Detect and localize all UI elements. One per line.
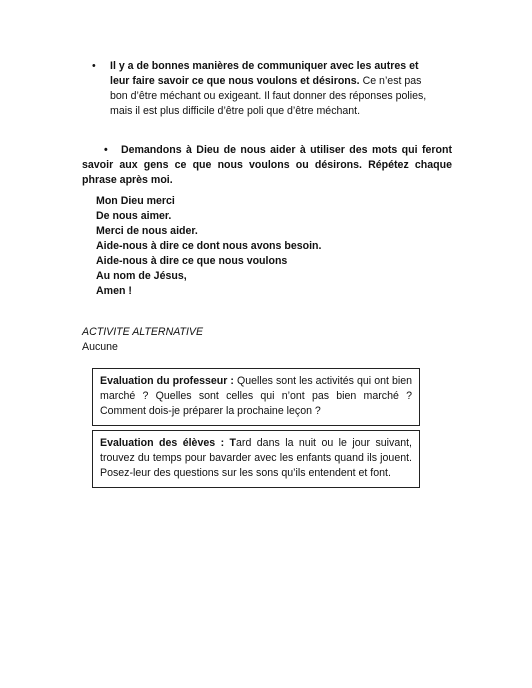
alternative-activity-title: ACTIVITE ALTERNATIVE [82,326,204,338]
paragraph-communication-bold: Il y a de bonnes manières de communiquer avec les autres et leur faire savoir ce que nous voulons et désirons. [110,60,419,87]
bullet-2: • [104,144,108,156]
teacher-evaluation-body: Quelles sont les activités qui ont bien marché ? Quelles sont celles qui n’ont pas bien marché ? Comment dois-je préparer la prochaine leçon ? [100,375,413,417]
paragraph-communication [110,59,430,119]
prayer-block [96,194,396,299]
paragraph-prayer-intro-text: Demandons à Dieu de nous aider à utiliser des mots qui feront savoir aux gens ce que nous voulons ou désirons. Répétez chaque phrase après moi. [82,144,452,186]
prayer-line: Aide-nous à dire ce que nous voulons [96,255,288,267]
prayer-line: Merci de nous aider. [96,225,198,237]
student-evaluation-text [100,436,412,481]
bullet-1: • [92,60,96,72]
prayer-line: Amen ! [96,285,132,297]
alternative-activity-body: Aucune [82,341,118,353]
prayer-line: De nous aimer. [96,210,172,222]
prayer-line: Aide-nous à dire ce dont nous avons besoin. [96,240,322,252]
paragraph-prayer-intro [82,143,452,188]
student-evaluation-box [92,430,420,488]
prayer-line: Mon Dieu merci [96,195,175,207]
teacher-evaluation-box [92,368,420,426]
student-evaluation-label: Evaluation des élèves : T [100,437,237,449]
paragraph-communication-normal: Ce n’est pas bon d’être méchant ou exigeant. Il faut donner des réponses polies, mais il est plus difficile d’être poli que d’être méchant. [110,75,427,117]
student-evaluation-body: ard dans la nuit ou le jour suivant, trouvez du temps pour bavarder avec les enfants quand ils jouent. Posez-leur des questions sur les sons qu’ils entendent et font. [100,437,412,479]
teacher-evaluation-text [100,374,412,419]
teacher-evaluation-label: Evaluation du professeur : [100,375,234,387]
prayer-line: Au nom de Jésus, [96,270,187,282]
